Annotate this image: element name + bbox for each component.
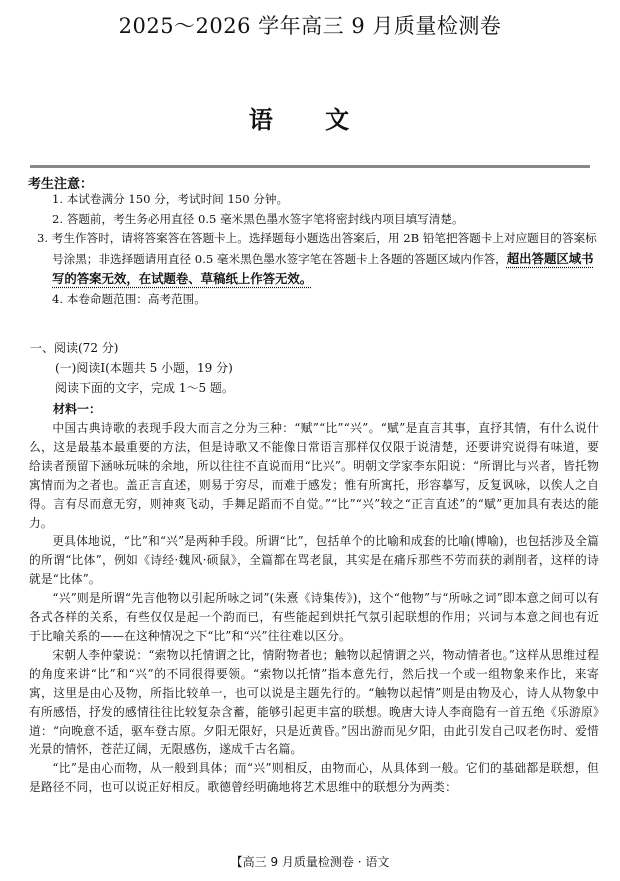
- notice-list: [37, 190, 597, 310]
- material-label: 材料一：: [53, 402, 102, 416]
- reading-instruction: 阅读下面的文字，完成 1～5 题。: [55, 381, 234, 395]
- passage-paragraph: “兴”则是所谓“先言他物以引起所咏之词”(朱熹《诗集传》)，这个“他物”与“所咏之词”即本意之间可以有各式各样的关系，有些仅仅是起一个韵而已，有些能起到烘托气氛引起联想的作用；兴词与本意之间也有近于比喻关系的——在这种情况之下“比”和“兴”往往难以区分。: [29, 591, 599, 643]
- notice-item-3-emphasis: 超出答题区域书写的答案无效，在试题卷、草稿纸上作答无效。: [52, 250, 594, 287]
- notice-item-3-text: 3. 考生作答时，请将答案答在答题卡上。选择题每小题选出答案后，用 2B 铅笔把答题卡上对应题目的答案标号涂黑；非选择题请用直径 0.5 毫米黑色墨水签字笔在答题卡上各题的答题区域内作答，: [37, 231, 597, 266]
- notice-item-4: 4. 本卷命题范围：高考范围。: [52, 291, 206, 306]
- page-footer: 【高三 9 月质量检测卷 · 语文: [230, 855, 390, 869]
- passage-paragraph: 中国古典诗歌的表现手段大而言之分为三种：“赋”“比”“兴”。“赋”是直言其事，直抒其情，有什么说什么，这是最基本最重要的方法，但是诗歌又不能像日常语言那样仅仅限于说清楚，还要讲究说得有味道，要给读者预留下涵咏玩味的余地，所以往往不直说而用“比兴”。明朝文学家李东阳说：“所谓比与兴者，皆托物寓情而为之者也。盖正言直述，则易于穷尽，而难于感发；惟有所寓托，形容摹写，反复讽咏，以俟人之自得。言有尽而意无穷，则神爽飞动，手舞足蹈而不自觉。”“比”“兴”较之“正言直述”的“赋”更加具有表达的能力。: [29, 421, 599, 530]
- exam-title: 2025～2026 学年高三 9 月质量检测卷: [118, 14, 502, 38]
- sub-section-heading: (一)阅读Ⅰ(本题共 5 小题，19 分): [55, 361, 233, 375]
- notice-heading: 考生注意：: [28, 177, 94, 192]
- header-divider: [30, 165, 590, 168]
- notice-item-1: 1. 本试卷满分 150 分，考试时间 150 分钟。: [52, 192, 289, 206]
- subject-title: 语 文: [248, 105, 372, 134]
- passage-paragraph: “比”是由心而物，从一般到具体；而“兴”则相反，由物而心，从具体到一般。它们的基础都是联想，但是路径不同，也可以说正好相反。歌德曾经明确地将艺术思维中的联想分为两类：: [29, 761, 599, 795]
- section-heading: 一、阅读(72 分): [30, 341, 119, 355]
- passage-paragraph: 更具体地说，“比”和“兴”是两种手段。所谓“比”，包括单个的比喻和成套的比喻(博喻)，也包括涉及全篇的所谓“比体”，例如《诗经·魏风·硕鼠》，全篇都在骂老鼠，其实是在痛斥那些不劳而获的剥削者，这样的诗就是“比体”。: [29, 534, 599, 587]
- notice-item-2: 2. 答题前，考生务必用直径 0.5 毫米黑色墨水签字笔将密封线内项目填写清楚。: [52, 211, 464, 226]
- passage: [29, 419, 599, 797]
- notice-item-3: [37, 229, 597, 290]
- passage-paragraph: 宋朝人李仲蒙说：“索物以托情谓之比，情附物者也；触物以起情谓之兴，物动情者也。”这样从思维过程的角度来讲“比”和“兴”的不同很得要领。“索物以托情”指本意先行，然后找一个或一组物象来作比，来寄寓，这里是由心及物，所指比较单一，也可以说是主题先行的。“触物以起情”则是由物及心，诗人从物象中有所感悟，抒发的感情往往比较复杂含蓄，能够引起更丰富的联想。晚唐大诗人李商隐有一首五绝《乐游原》道：“向晚意不适，驱车登古原。夕阳无限好，只是近黄昏。”因出游而见夕阳，由此引发自己叹老伤时、爱惜光景的情怀，苍茫辽阔，无限感伤，遂成千古名篇。: [29, 647, 599, 757]
